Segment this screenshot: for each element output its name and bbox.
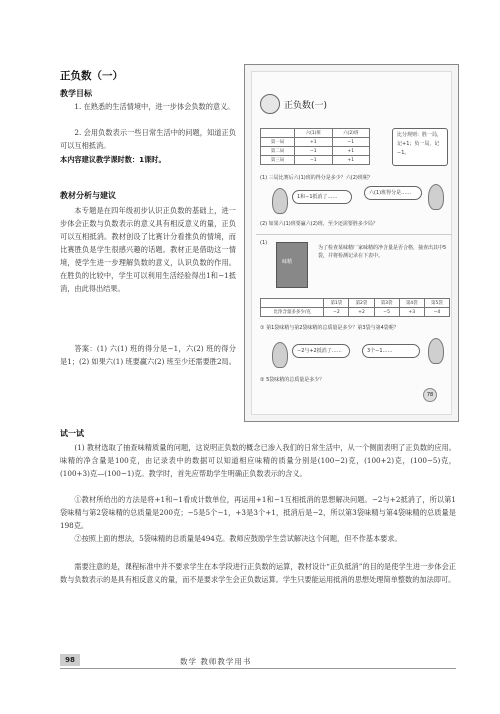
- footer-divider: [60, 668, 456, 669]
- student-illustration-icon: [428, 184, 444, 210]
- score-table-header: [261, 129, 295, 138]
- seasoning-table-cell: −5: [374, 308, 399, 317]
- section-title: 正负数（一）: [60, 70, 123, 82]
- speech-bubble-3: −2与+2抵消了……: [292, 344, 350, 358]
- hours-note: 本内容建议教学课时数：1课时。: [60, 155, 166, 164]
- seasoning-table-cell: −2: [324, 308, 349, 317]
- rule-note-box: 比分规则：胜一局，记+1；负一局，记−1。: [392, 128, 448, 166]
- seasoning-table-cell: −4: [424, 308, 449, 317]
- page-number: 98: [60, 654, 80, 666]
- score-table-cell: −1: [295, 156, 332, 165]
- speech-bubble-4: 3个−1……: [362, 344, 420, 358]
- student-illustration-icon: [272, 188, 288, 214]
- score-table-cell: 第一局: [261, 138, 295, 147]
- seasoning-table-header: [261, 299, 324, 308]
- score-table-cell: +1: [332, 147, 370, 156]
- score-table-header: 六(2)班: [332, 129, 370, 138]
- seasoning-table-header: 第4袋: [399, 299, 424, 308]
- trial-paragraph-3: ②按照上面的想法，5袋味精的总质量是494克。教师应鼓励学生尝试解决这个问题，但不作基本要求。: [74, 534, 402, 543]
- bag-label: 味精: [282, 259, 293, 265]
- figure-page-badge: 78: [423, 388, 437, 402]
- score-table: [260, 128, 370, 165]
- goals-heading: 教学目标: [60, 89, 92, 98]
- question-3: ① 第1袋味精与第2袋味精的总质量是多少？第3袋与第4袋呢？: [260, 325, 399, 331]
- analysis-paragraph: 本专题是在四年级初步认识正负数的基础上，进一步体会正数与负数表示的意义具有相反意义的量，正负可以互相抵消。教材创设了比赛计分看推负的情境，而比赛胜负是学生很感兴趣的话题。教材正是借助这一情境，使学生进一步理解负数的意义，认识负数的作用。在胜负的比较中，学生可以利用生活经验得出1和−1抵消，由此得出结果。: [60, 206, 236, 293]
- question-2: (2) 如果六(1)班要赢六(2)班，至少还需要胜多少局？: [260, 221, 378, 227]
- student-illustration-icon: [428, 338, 444, 364]
- score-table-cell: −1: [295, 147, 332, 156]
- goal-item-2: 2. 会用负数表示一些日常生活中的问题，知道正负可以互相抵消。: [60, 128, 236, 150]
- seasoning-table-cell: +2: [349, 308, 374, 317]
- trial-paragraph-1: (1) 教材选取了抽查味精质量的问题，这说明正负数的概念已渗入我们的日常生活中，从一个侧面表明了正负数的应用。味精的净含量是100克，由记录表中的数据可以知道相应味精的质量分别是(100−2)克，(100+2)克，(100−5)克，(100+3)克—(100−1)克。教学时，首先应帮助学生明确正负数表示的含义。: [60, 443, 456, 478]
- student-illustration-icon: [272, 342, 288, 368]
- speech-bubble-2: 六(1)班得分是……: [364, 186, 422, 200]
- title-decoration-icon: [260, 94, 280, 114]
- question-4: ② 5袋味精的总质量是多少？: [260, 377, 325, 383]
- analysis-answer: 答案：(1) 六(1) 班的得分是−1，六(2) 班的得分是1；(2) 如果六(1) 班要赢六(2) 班至少还需要胜2局。: [60, 344, 236, 366]
- score-table-cell: +1: [295, 138, 332, 147]
- goal-item-1: 1. 在熟悉的生活情境中，进一步体会负数的意义。: [74, 102, 235, 111]
- score-table-cell: +1: [332, 156, 370, 165]
- seasoning-table-header: 第2袋: [349, 299, 374, 308]
- intro-text: 为了检查某味精厂家味精的净含量是否合格，抽查出其中5袋，并将检测记录在下表中。: [318, 245, 447, 259]
- figure-title: 正负数(一): [284, 101, 328, 111]
- seasoning-table-header: 第3袋: [374, 299, 399, 308]
- textbook-page-figure: [244, 64, 459, 422]
- trial-paragraph-4: 需要注意的是，课程标准中并不要求学生在本学段进行正负数的运算，教材设计“正负抵消”的目的是使学生进一步体会正数与负数表示的是具有相反意义的量，而不是要求学生会正负数运算。学生只要能运用抵消的思想处理简单整数的加法即可。: [60, 562, 456, 584]
- trial-heading: 试一试: [60, 429, 84, 438]
- score-table-cell: −1: [332, 138, 370, 147]
- score-table-header: 六(1)班: [295, 129, 332, 138]
- seasoning-bag-icon: [276, 242, 308, 288]
- textbook-page-inner: [251, 71, 452, 415]
- analysis-heading: 教材分析与建议: [60, 191, 116, 200]
- seasoning-table-header: 第5袋: [424, 299, 449, 308]
- trial-paragraph-2: ①教材所给出的方法是将+1和−1看成计数单位，再运用+1和−1互相抵消的思想解决问题。−2与+2抵消了，所以第1袋味精与第2袋味精的总质量是200克；−5是5个−1，+3是3个+1，抵消后是−2，所以第3袋味精与第4袋味精的总质量是198克。: [60, 495, 456, 530]
- score-table-cell: 第二局: [261, 147, 295, 156]
- book-title: 数学 教师教学用书: [180, 657, 252, 666]
- section-2-label: (1): [260, 240, 268, 246]
- question-1: (1) 三局比赛后六(1)班的得分是多少？六(2)班呢？: [260, 175, 373, 181]
- speech-bubble-1: 1和−1抵消了……: [292, 190, 352, 204]
- seasoning-table-cell: +3: [399, 308, 424, 317]
- seasoning-table-row-label: 比净含量多多少/克: [261, 308, 324, 317]
- seasoning-table-header: 第1袋: [324, 299, 349, 308]
- seasoning-table: [260, 298, 450, 317]
- score-table-cell: 第三局: [261, 156, 295, 165]
- divider: [256, 234, 452, 235]
